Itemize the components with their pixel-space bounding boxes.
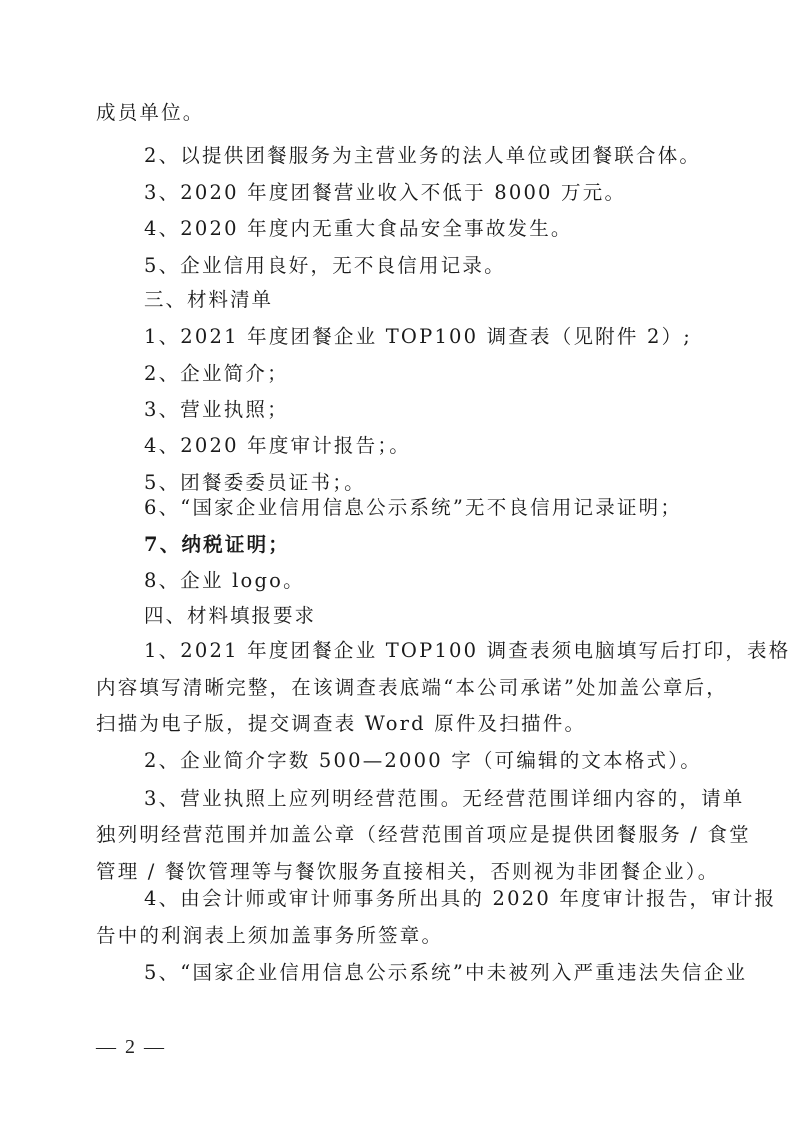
page-number: — 2 — (96, 1036, 166, 1058)
material-item-5: 5、团餐委委员证书；。 (144, 471, 366, 494)
section-heading-materials: 三、材料清单 (144, 288, 274, 311)
material-item-6: 6、“国家企业信用信息公示系统”无不良信用记录证明； (144, 496, 683, 519)
material-item-7: 7、纳税证明； (144, 533, 290, 556)
requirement-1-line-3: 扫描为电子版，提交调查表 Word 原件及扫描件。 (96, 712, 587, 735)
section-heading-requirements: 四、材料填报要求 (144, 604, 317, 627)
paragraph-line: 成员单位。 (96, 101, 205, 124)
material-item-1: 1、2021 年度团餐企业 TOP100 调查表（见附件 2）; (144, 325, 693, 348)
requirement-2: 2、企业简介字数 500—2000 字（可编辑的文本格式）。 (144, 749, 702, 772)
requirement-3-line-3: 管理 / 餐饮管理等与餐饮服务直接相关，否则视为非团餐企业）。 (96, 860, 720, 883)
eligibility-item-5: 5、企业信用良好，无不良信用记录。 (144, 254, 506, 277)
requirement-4-line-1: 4、由会计师或审计师事务所出具的 2020 年度审计报告，审计报 (144, 887, 777, 910)
requirement-3-line-1: 3、营业执照上应列明经营范围。无经营范围详细内容的，请单 (144, 787, 745, 810)
requirement-4-line-2: 告中的利润表上须加盖事务所签章。 (96, 924, 444, 947)
requirement-3-line-2: 独列明经营范围并加盖公章（经营范围首项应是提供团餐服务 / 食堂 (96, 823, 751, 846)
eligibility-item-2: 2、以提供团餐服务为主营业务的法人单位或团餐联合体。 (144, 144, 702, 167)
material-item-3: 3、营业执照； (144, 398, 289, 421)
requirement-5-line-1: 5、“国家企业信用信息公示系统”中未被列入严重违法失信企业 (144, 961, 748, 984)
material-item-4: 4、2020 年度审计报告；。 (144, 434, 411, 457)
eligibility-item-4: 4、2020 年度内无重大食品安全事故发生。 (144, 217, 573, 240)
material-item-2: 2、企业简介； (144, 362, 289, 385)
eligibility-item-3: 3、2020 年度团餐营业收入不低于 8000 万元。 (144, 181, 627, 204)
material-item-8: 8、企业 logo。 (144, 569, 305, 592)
requirement-1-line-1: 1、2021 年度团餐企业 TOP100 调查表须电脑填写后打印，表格 (144, 639, 791, 662)
requirement-1-line-2: 内容填写清晰完整，在该调查表底端“本公司承诺”处加盖公章后， (96, 676, 728, 699)
